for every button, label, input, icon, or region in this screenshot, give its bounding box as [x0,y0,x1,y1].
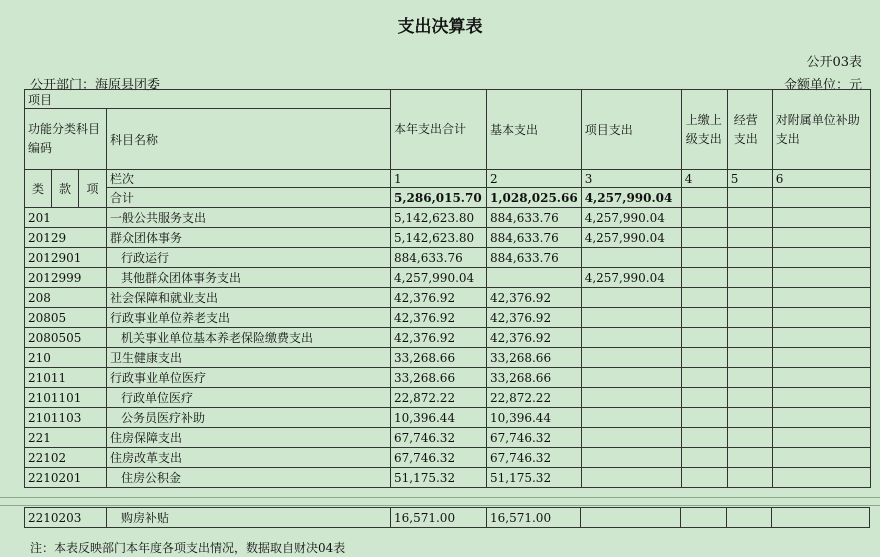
row-code: 2210201 [25,468,107,488]
table-row [25,288,871,308]
row-total: 4,257,990.04 [391,268,487,288]
row-total: 67,746.32 [391,428,487,448]
table-row [25,308,871,328]
row-name: 购房补贴 [107,508,391,528]
total-row-project: 4,257,990.04 [581,188,681,208]
header-func-code: 功能分类科目编码 [25,109,107,170]
row-code: 2210203 [25,508,107,528]
row-basic: 51,175.32 [487,468,582,488]
divider-line [0,505,880,506]
table-row [25,208,871,228]
row-name: 行政运行 [107,248,391,268]
table-row [25,428,871,448]
row-total: 16,571.00 [391,508,487,528]
row-name: 卫生健康支出 [107,348,391,368]
row-total: 10,396.44 [391,408,487,428]
header-project: 项目 [25,90,391,109]
row-total: 51,175.32 [391,468,487,488]
row-code: 208 [25,288,107,308]
divider-line [0,497,880,498]
row-project: 4,257,990.04 [581,228,681,248]
table-row [25,468,871,488]
table-row [25,248,871,268]
total-row-label: 合计 [107,188,391,208]
table-row [25,508,870,528]
row-total: 5,142,623.80 [391,208,487,228]
col-num-6: 6 [772,170,870,188]
total-row-basic: 1,028,025.66 [487,188,582,208]
row-basic: 22,872.22 [487,388,582,408]
page-title: 支出决算表 [397,17,483,37]
row-project [581,508,681,528]
row-project [581,388,681,408]
table-row [25,268,871,288]
row-code: 22102 [25,448,107,468]
header-subsidiary: 对附属单位补助支出 [772,90,870,170]
col-num-3: 3 [581,170,681,188]
row-code: 2012999 [25,268,107,288]
row-name: 社会保障和就业支出 [107,288,391,308]
row-name: 住房公积金 [107,468,391,488]
header-project-expense: 项目支出 [581,90,681,170]
row-total: 884,633.76 [391,248,487,268]
total-row-total: 5,286,015.70 [391,188,487,208]
row-name: 行政事业单位养老支出 [107,308,391,328]
row-project [581,328,681,348]
row-basic: 42,376.92 [487,328,582,348]
row-total: 33,268.66 [391,368,487,388]
row-project: 4,257,990.04 [581,268,681,288]
row-total: 42,376.92 [391,288,487,308]
row-basic: 16,571.00 [487,508,581,528]
table-row [25,368,871,388]
row-basic: 884,633.76 [487,208,582,228]
row-project [581,368,681,388]
row-name: 住房保障支出 [107,428,391,448]
header-total: 本年支出合计 [391,90,487,170]
col-num-5: 5 [727,170,772,188]
table-row [25,448,871,468]
row-basic: 10,396.44 [487,408,582,428]
row-code: 201 [25,208,107,228]
row-code: 2080505 [25,328,107,348]
row-name: 住房改革支出 [107,448,391,468]
row-project [581,448,681,468]
row-total: 42,376.92 [391,328,487,348]
row-code: 2101103 [25,408,107,428]
footnote: 注：本表反映部门本年度各项支出情况，数据取自财决04表 [30,541,346,555]
header-business: 经营支出 [727,90,772,170]
row-code: 20805 [25,308,107,328]
row-name: 行政单位医疗 [107,388,391,408]
row-name: 公务员医疗补助 [107,408,391,428]
row-total: 42,376.92 [391,308,487,328]
row-name: 一般公共服务支出 [107,208,391,228]
row-project [581,428,681,448]
row-project [581,348,681,368]
header-xiang: 项 [79,170,107,208]
row-code: 20129 [25,228,107,248]
row-basic: 33,268.66 [487,368,582,388]
row-code: 2101101 [25,388,107,408]
column-label: 栏次 [107,170,391,188]
row-basic: 33,268.66 [487,348,582,368]
row-project [581,248,681,268]
row-name: 群众团体事务 [107,228,391,248]
row-project [581,408,681,428]
table-row [25,408,871,428]
table-row [25,328,871,348]
header-lei: 类 [25,170,52,208]
header-subject-name: 科目名称 [107,109,391,170]
row-total: 5,142,623.80 [391,228,487,248]
row-basic: 884,633.76 [487,228,582,248]
row-basic: 67,746.32 [487,448,582,468]
amount-unit-label: 金额单位：元 [783,78,862,93]
row-basic: 67,746.32 [487,428,582,448]
table-row [25,348,871,368]
row-total: 67,746.32 [391,448,487,468]
row-basic: 42,376.92 [487,308,582,328]
header-upper: 上缴上级支出 [681,90,727,170]
expenditure-table-continued [24,507,870,528]
table-row [25,228,871,248]
department-label: 公开部门：海原县团委 [30,78,161,93]
row-code: 2012901 [25,248,107,268]
row-name: 机关事业单位基本养老保险缴费支出 [107,328,391,348]
form-number: 公开03表 [806,55,862,70]
row-project [581,288,681,308]
row-total: 33,268.66 [391,348,487,368]
table-row [25,388,871,408]
row-basic [487,268,582,288]
row-name: 其他群众团体事务支出 [107,268,391,288]
row-code: 221 [25,428,107,448]
row-project: 4,257,990.04 [581,208,681,228]
row-project [581,308,681,328]
row-project [581,468,681,488]
header-basic: 基本支出 [487,90,582,170]
row-basic: 42,376.92 [487,288,582,308]
row-basic: 884,633.76 [487,248,582,268]
col-num-2: 2 [487,170,582,188]
col-num-1: 1 [391,170,487,188]
row-code: 210 [25,348,107,368]
expenditure-table [24,89,871,488]
row-total: 22,872.22 [391,388,487,408]
row-code: 21011 [25,368,107,388]
col-num-4: 4 [681,170,727,188]
header-kuan: 款 [52,170,79,208]
row-name: 行政事业单位医疗 [107,368,391,388]
